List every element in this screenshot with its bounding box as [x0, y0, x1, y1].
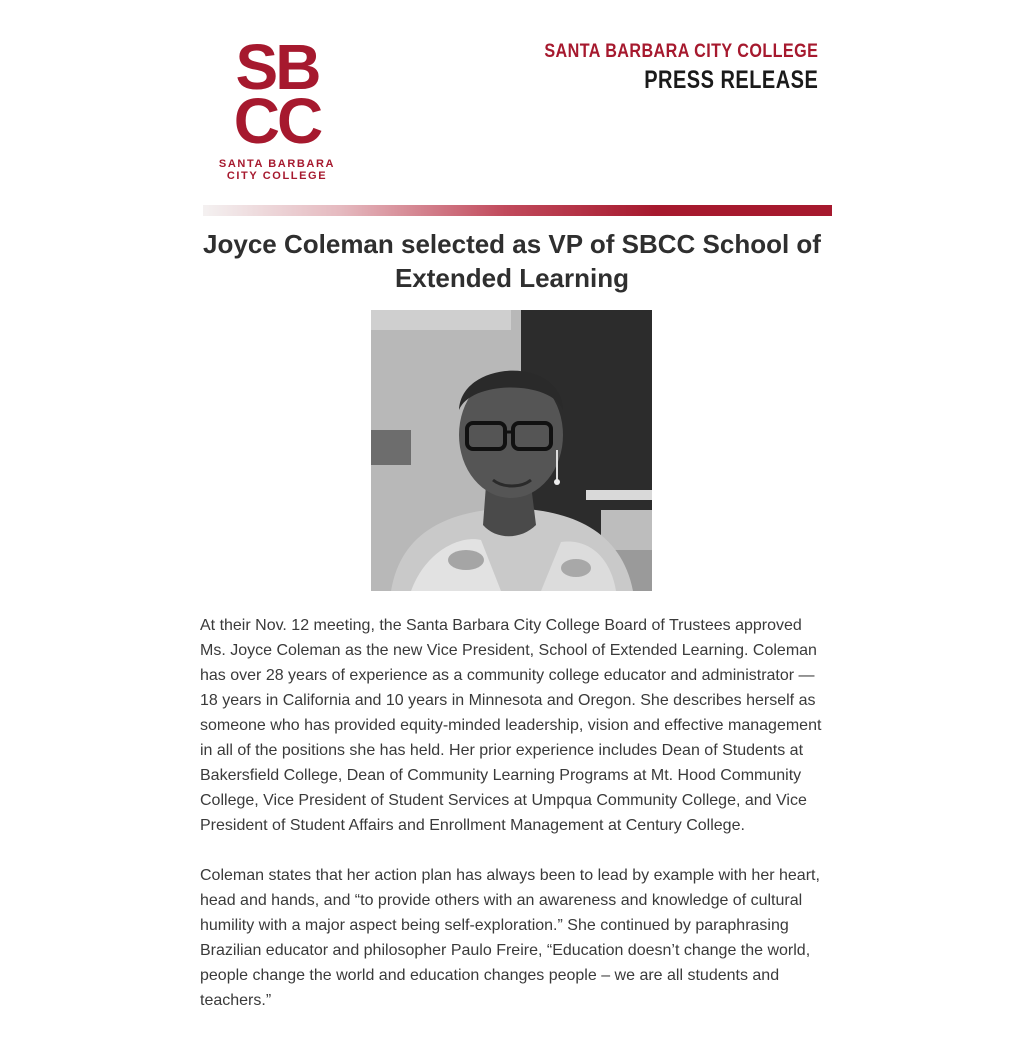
portrait-photo	[371, 310, 652, 591]
article-paragraph-1: At their Nov. 12 meeting, the Santa Barbara City College Board of Trustees approved Ms. Joyce Coleman as the new Vice President, School of Extended Learning. Coleman has over 28 years of experience as a community college educator and administrator —18 years in California and 10 years in Minnesota and Oregon. She describes herself as someone who has provided equity-minded leadership, vision and effective management in all of the positions she has held. Her prior experience includes Dean of Students at Bakersfield College, Dean of Community Learning Programs at Mt. Hood Community College, Vice President of Student Services at Umpqua Community College, and Vice President of Student Affairs and Enrollment Management at Century College.	[200, 617, 822, 834]
logo-subtitle-top: SANTA BARBARA	[218, 158, 336, 170]
article-body	[200, 613, 826, 1038]
article-paragraph-2: Coleman states that her action plan has always been to lead by example with her heart, head and hands, and “to provide others with an awareness and knowledge of cultural humility with a major aspect being self-exploration.” She continued by paraphrasing Brazilian educator and philosopher Paulo Freire, “Education doesn’t change the world, people change the world and education changes people – we are all students and teachers.”	[200, 867, 820, 1009]
logo-monogram-top: SB	[235, 31, 319, 103]
header-masthead	[496, 40, 818, 96]
sbcc-logo[interactable]	[212, 31, 342, 182]
header-divider	[203, 205, 832, 216]
page-title: Joyce Coleman selected as VP of SBCC School of Extended Learning	[203, 229, 821, 293]
college-name: SANTA BARBARA CITY COLLEGE	[544, 41, 818, 62]
logo-monogram-bottom: CC	[233, 85, 321, 157]
portrait-photo-image	[371, 310, 652, 591]
document-type: PRESS RELEASE	[643, 66, 818, 94]
logo-subtitle-bottom: CITY COLLEGE	[226, 170, 328, 182]
